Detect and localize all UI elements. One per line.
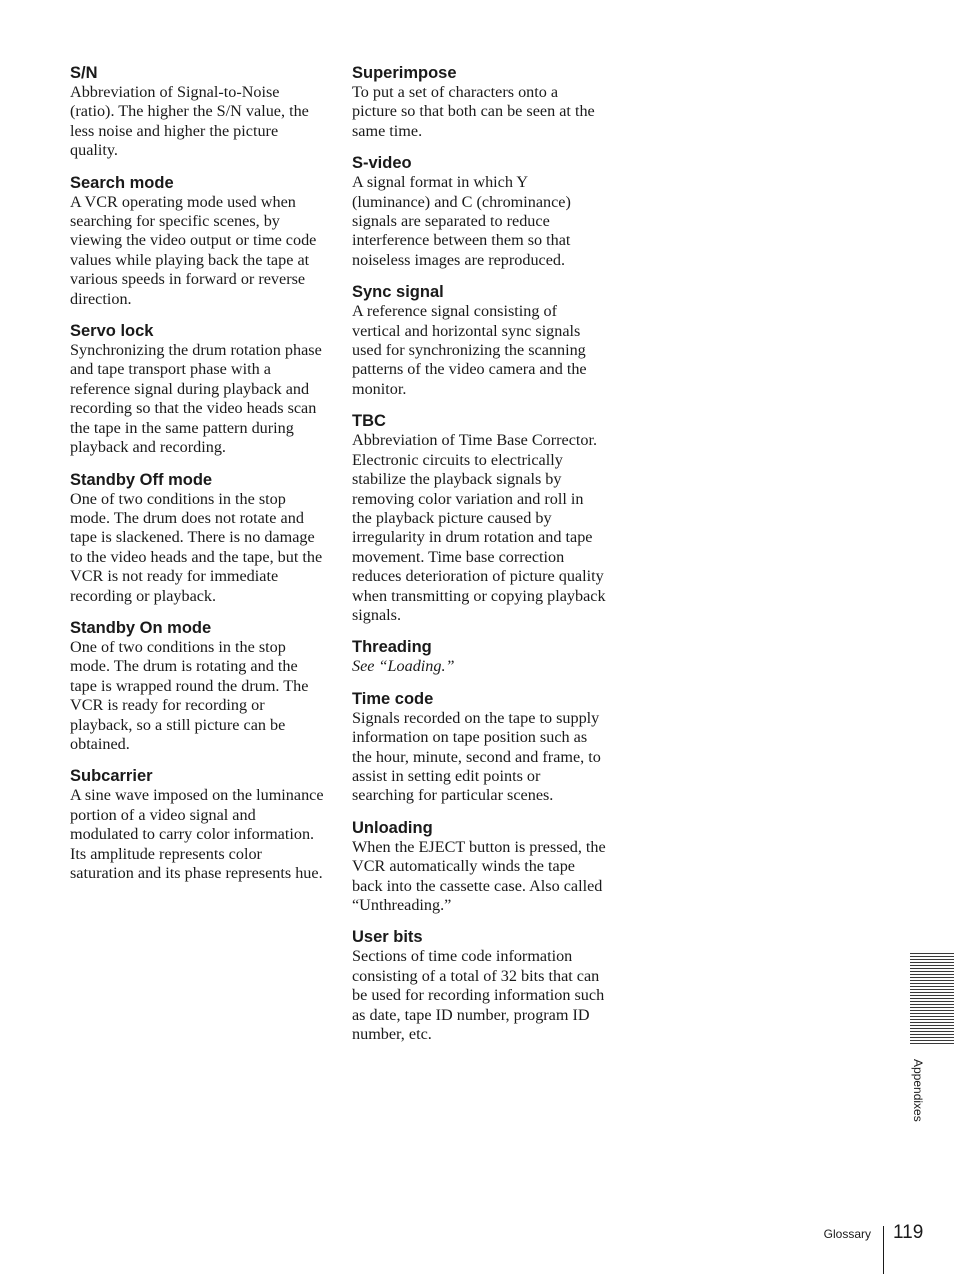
glossary-entry-superimpose bbox=[352, 63, 606, 141]
glossary-entry-sync-signal bbox=[352, 282, 606, 399]
glossary-definition: Sections of time code information consisting of a total of 32 bits that can be used for recording information such as date, tape ID number, program ID number, etc. bbox=[352, 947, 605, 1044]
footer-divider bbox=[883, 1226, 884, 1274]
glossary-term: User bits bbox=[352, 928, 423, 947]
glossary-entry-standby-on-mode bbox=[70, 618, 324, 754]
glossary-definition: When the EJECT button is pressed, the VCR automatically winds the tape back into the cassette case. Also called “Unthreading.” bbox=[352, 837, 606, 914]
glossary-term: Standby Off mode bbox=[70, 470, 213, 489]
glossary-definition: To put a set of characters onto a picture so that both can be seen at the same time. bbox=[352, 83, 595, 140]
glossary-definition: Signals recorded on the tape to supply information on tape position such as the hour, minute, second and frame, to assist in setting edit points or searching for particular scenes. bbox=[352, 708, 601, 805]
glossary-definition: See “Loading.” bbox=[352, 657, 455, 676]
glossary-term: Time code bbox=[352, 689, 434, 708]
footer-section-name: Glossary bbox=[823, 1227, 871, 1241]
section-tab-stripes bbox=[910, 953, 954, 1046]
glossary-entry-standby-off-mode bbox=[70, 470, 324, 606]
glossary-definition: One of two conditions in the stop mode. The drum is rotating and the tape is wrapped round the drum. The VCR is ready for recording or playback, so a still picture can be obtained. bbox=[70, 637, 309, 753]
glossary-column-right bbox=[352, 62, 606, 1056]
glossary-definition: A sine wave imposed on the luminance portion of a video signal and modulated to carry color information. Its amplitude represents color saturation and its phase represents hue. bbox=[70, 786, 324, 882]
glossary-definition: Synchronizing the drum rotation phase and tape transport phase with a reference signal during playback and recording so that the video heads scan the tape in the same pattern during playback and recording. bbox=[70, 341, 322, 457]
glossary-term: Subcarrier bbox=[70, 767, 153, 786]
glossary-term: S/N bbox=[70, 64, 98, 82]
glossary-term: S-video bbox=[352, 154, 412, 173]
glossary-entry-tbc bbox=[352, 411, 606, 625]
glossary-entry-search-mode bbox=[70, 173, 324, 309]
glossary-definition: A VCR operating mode used when searching for specific scenes, by viewing the video output or time code values while playing back the tape at various speeds in forward or reverse direction. bbox=[70, 192, 317, 308]
glossary-entry-servo-lock bbox=[70, 321, 324, 457]
glossary-definition: Abbreviation of Signal-to-Noise (ratio). The higher the S/N value, the less noise and higher the picture quality. bbox=[70, 83, 309, 160]
glossary-term: Superimpose bbox=[352, 64, 457, 82]
glossary-term: Standby On mode bbox=[70, 618, 212, 637]
glossary-term: Search mode bbox=[70, 173, 174, 192]
glossary-column-left bbox=[70, 62, 324, 895]
section-tab-label: Appendixes bbox=[911, 1059, 925, 1122]
glossary-definition: A reference signal consisting of vertical and horizontal sync signals used for synchronizing the scanning patterns of the video camera and the monitor. bbox=[352, 302, 587, 398]
glossary-entry-unloading bbox=[352, 818, 606, 916]
page-number: 119 bbox=[893, 1222, 924, 1243]
glossary-entry-s-video bbox=[352, 153, 606, 270]
glossary-entry-time-code bbox=[352, 689, 606, 806]
glossary-entry-user-bits bbox=[352, 927, 606, 1044]
glossary-term: Threading bbox=[352, 638, 432, 657]
glossary-term: TBC bbox=[352, 412, 386, 431]
glossary-definition: A signal format in which Y (luminance) and C (chrominance) signals are separated to reduce interference between them so that noiseless images are reproduced. bbox=[352, 173, 571, 269]
glossary-term: Sync signal bbox=[352, 283, 444, 302]
glossary-term: Servo lock bbox=[70, 322, 154, 341]
glossary-definition: Abbreviation of Time Base Corrector. Electronic circuits to electrically stabilize the playback signals by removing color variation and roll in the playback picture caused by irregularity in drum rotation and tape movement. Time base correction reduces deterioration of picture quality when transmitting or copying playback signals. bbox=[352, 431, 606, 624]
glossary-entry-threading bbox=[352, 637, 606, 676]
glossary-term: Unloading bbox=[352, 818, 433, 837]
glossary-entry-subcarrier bbox=[70, 766, 324, 883]
glossary-definition: One of two conditions in the stop mode. The drum does not rotate and tape is slackened. There is no damage to the video heads and the tape, but the VCR is not ready for immediate recording or playback. bbox=[70, 489, 323, 605]
glossary-entry-sn bbox=[70, 63, 324, 161]
